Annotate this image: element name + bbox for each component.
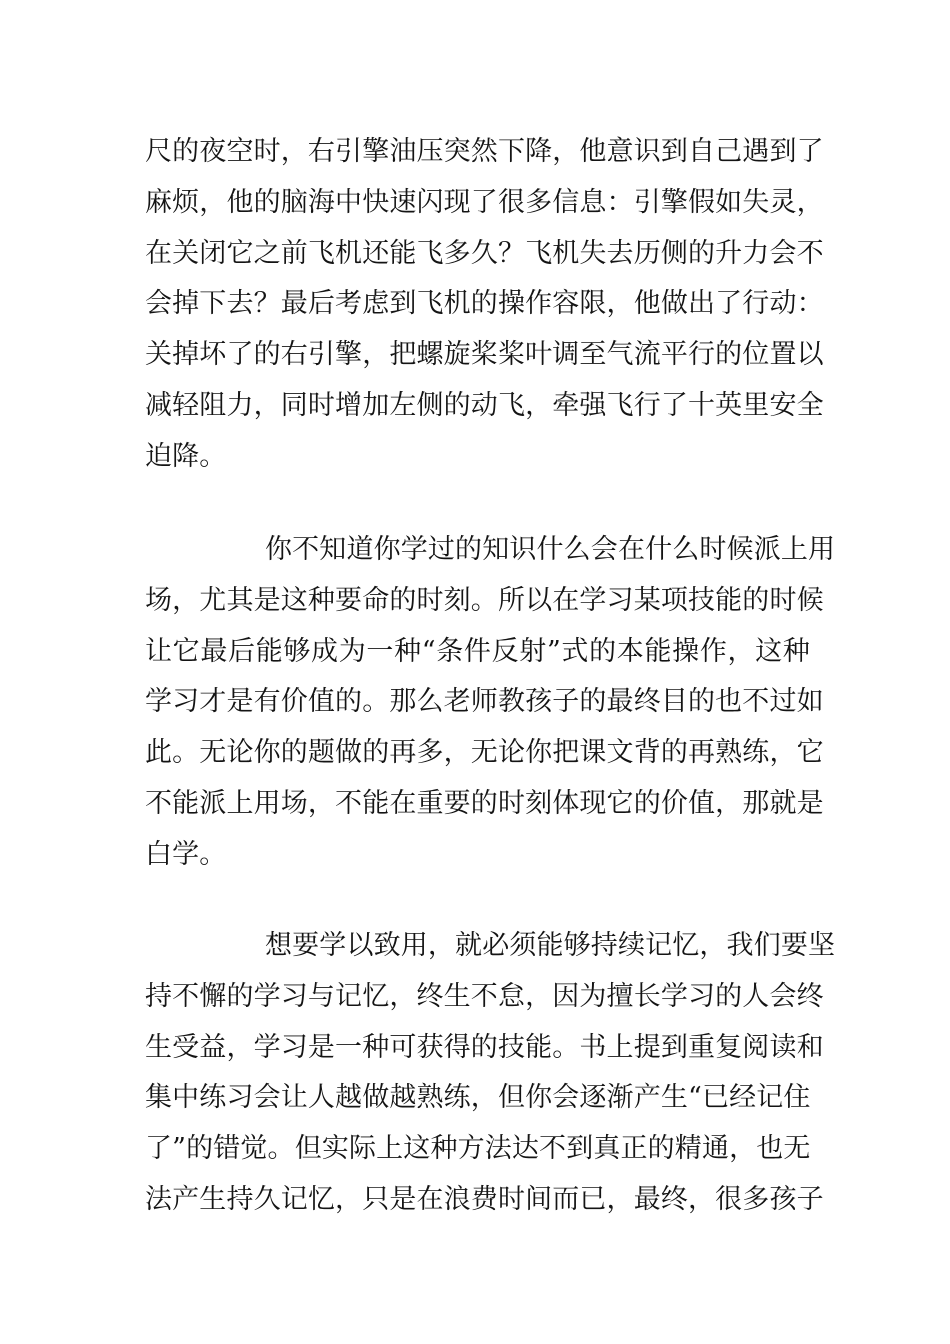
paragraph-1-line-5: 关掉坏了的右引擎，把螺旋桨桨叶调至气流平行的位置以 <box>145 339 824 371</box>
paragraph-1 <box>145 127 824 483</box>
paragraph-2-line-6: 不能派上用场，不能在重要的时刻体现它的价值，那就是 <box>145 787 824 819</box>
paragraph-2-line-5: 此。无论你的题做的再多，无论你把课文背的再熟练，它 <box>145 737 824 769</box>
paragraph-2-line-3: 让它最后能够成为一种“条件反射”式的本能操作，这种 <box>145 635 810 667</box>
paragraph-1-line-3: 在关闭它之前飞机还能飞多久？飞机失去历侧的升力会不 <box>145 237 824 269</box>
paragraph-2-line-2: 场，尤其是这种要命的时刻。所以在学习某项技能的时候 <box>145 584 824 616</box>
paragraph-3-line-3: 生受益，学习是一种可获得的技能。书上提到重复阅读和 <box>145 1031 824 1063</box>
paragraph-3-line-1: 想要学以致用，就必须能够持续记忆，我们要坚 <box>265 930 836 961</box>
paragraph-1-line-1: 尺的夜空时，右引擎油压突然下降，他意识到自己遇到了 <box>145 136 824 167</box>
paragraph-3 <box>145 921 836 1226</box>
paragraph-2-line-7: 白学。 <box>145 838 227 870</box>
paragraph-1-line-2: 麻烦，他的脑海中快速闪现了很多信息：引擎假如失灵， <box>145 186 824 218</box>
paragraph-2-line-4: 学习才是有价值的。那么老师教孩子的最终目的也不过如 <box>145 686 824 718</box>
paragraph-1-line-7: 迫降。 <box>145 440 227 472</box>
paragraph-3-line-6: 法产生持久记忆，只是在浪费时间而已，最终，很多孩子 <box>145 1183 824 1215</box>
paragraph-3-line-4: 集中练习会让人越做越熟练，但你会逐渐产生“已经记住 <box>145 1082 811 1114</box>
paragraph-3-line-2: 持不懈的学习与记忆，终生不怠，因为擅长学习的人会终 <box>145 980 824 1012</box>
paragraph-2 <box>145 525 836 881</box>
paragraph-1-line-6: 减轻阻力，同时增加左侧的动飞，牵强飞行了十英里安全 <box>145 389 824 421</box>
paragraph-2-line-1: 你不知道你学过的知识什么会在什么时候派上用 <box>265 534 836 565</box>
paragraph-3-line-5: 了”的错觉。但实际上这种方法达不到真正的精通，也无 <box>145 1133 811 1165</box>
paragraph-1-line-4: 会掉下去？最后考虑到飞机的操作容限，他做出了行动： <box>145 288 824 320</box>
